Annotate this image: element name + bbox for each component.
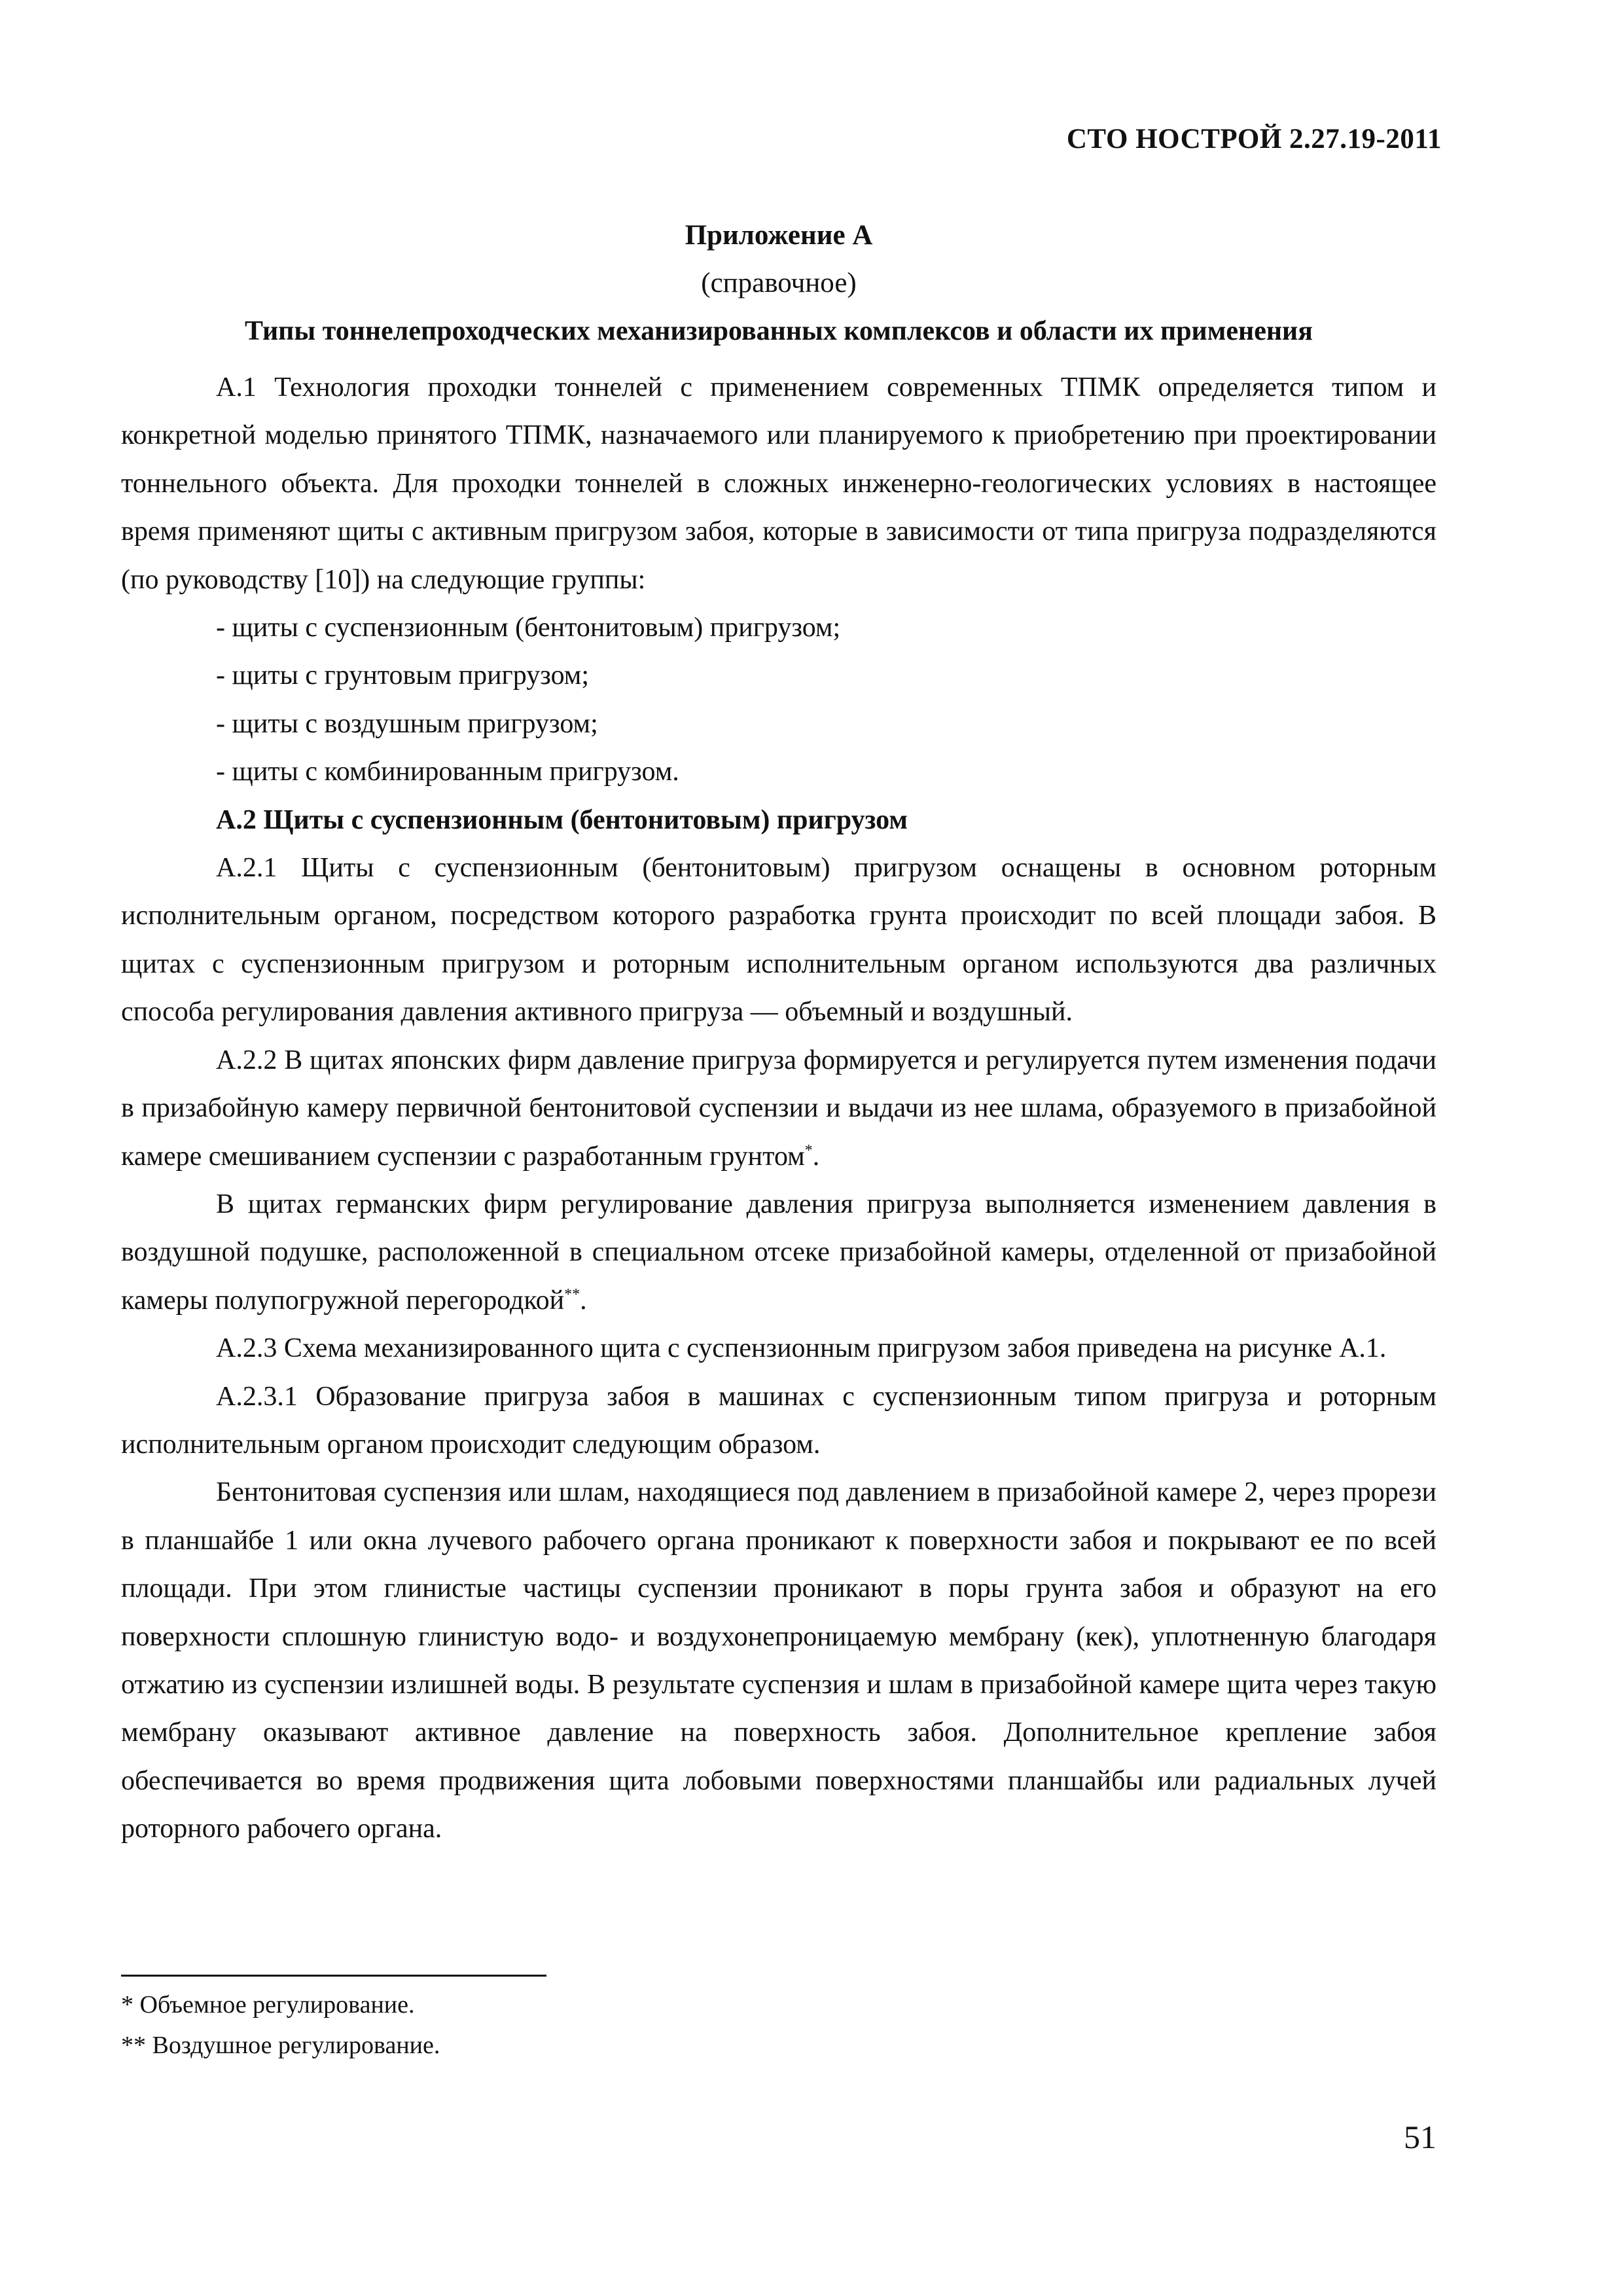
paragraph-a22-text: А.2.2 В щитах японских фирм давление пригруза формируется и регулируется путем изменения подачи в призабойную камеру первичной бентонитовой суспензии и выдачи из нее шлама, образуемого в призабойной камере смешиванием суспензии с разработанным грунтом: [121, 1045, 1436, 1172]
paragraph-a21: А.2.1 Щиты с суспензионным (бентонитовым) пригрузом оснащены в основном роторным исполнительным органом, посредством которого разработка грунта происходит по всей площади забоя. В щитах с суспензионным пригрузом и роторным исполнительным органом используются два различных способа регулирования давления активного пригруза — объемный и воздушный.: [121, 853, 1436, 1028]
footnote-divider: [121, 1975, 546, 1977]
paragraph-bentonite: Бентонитовая суспензия или шлам, находящиеся под давлением в призабойной камере 2, через прорези в планшайбе 1 или окна лучевого рабочего органа проникают к поверхности забоя и покрывают ее по всей площади. При этом глинистые частицы суспензии проникают в поры грунта забоя и образуют на его поверхности сплошную глинистую водо- и воздухонепроницаемую мембрану (кек), уплотненную благодаря отжатию из суспензии излишней воды. В результате суспензия и шлам в призабойной камере щита через такую мембрану оказывают активное давление на поверхность забоя. Дополнительное крепление забоя обеспечивается во время продвижения щита лобовыми поверхностями планшайбы или радиальных лучей роторного рабочего органа.: [121, 1477, 1436, 1844]
page-number: 51: [1404, 2119, 1436, 2155]
body-text: [121, 364, 1436, 1854]
list-item-soil: - щиты с грунтовым пригрузом;: [216, 660, 590, 691]
footnote-2: ** Воздушное регулирование.: [121, 2032, 440, 2059]
list-item-combined: - щиты с комбинированным пригрузом.: [216, 757, 679, 787]
paragraph-a22-end: .: [812, 1141, 820, 1172]
appendix-heading: Типы тоннелепроходческих механизированных комплексов и области их применения: [245, 316, 1313, 346]
paragraph-german-text: В щитах германских фирм регулирование давления пригруза выполняется изменением давления в воздушной подушке, расположенной в специальном отсеке призабойной камеры, отделенной от призабойной камеры полупогружной перегородкой: [121, 1189, 1436, 1316]
document-code-header: СТО НОСТРОЙ 2.27.19-2011: [1066, 124, 1442, 154]
paragraph-a1: А.1 Технология проходки тоннелей с применением современных ТПМК определяется типом и конкретной моделью принятого ТПМК, назначаемого или планируемого к приобретению при проектировании тоннельного объекта. Для проходки тоннелей в сложных инженерно-геологических условиях в настоящее время применяют щиты с активным пригрузом забоя, которые в зависимости от типа пригруза подразделяются (по руководству [10]) на следующие группы:: [121, 372, 1436, 595]
footnote-1: * Объемное регулирование.: [121, 1991, 415, 2018]
appendix-title: Приложение А: [685, 220, 873, 251]
list-item-air: - щиты с воздушным пригрузом;: [216, 708, 598, 739]
footnotes: [121, 1984, 1103, 2066]
footnote-mark-1: *: [804, 1141, 813, 1159]
section-heading-a2: А.2 Щиты с суспензионным (бентонитовым) пригрузом: [216, 804, 908, 835]
paragraph-a23: А.2.3 Схема механизированного щита с суспензионным пригрузом забоя приведена на рисунке А.1.: [216, 1333, 1387, 1364]
list-item-suspension: - щиты с суспензионным (бентонитовым) пригрузом;: [216, 613, 841, 643]
paragraph-a231: А.2.3.1 Образование пригруза забоя в машинах с суспензионным типом пригруза и роторным исполнительным органом происходит следующим образом.: [121, 1381, 1436, 1460]
paragraph-german-end: .: [580, 1285, 587, 1316]
paragraph-german: [121, 1181, 1436, 1325]
footnote-mark-2: **: [564, 1285, 580, 1303]
paragraph-a22: [121, 1037, 1436, 1181]
appendix-subtitle: (справочное): [701, 268, 857, 298]
